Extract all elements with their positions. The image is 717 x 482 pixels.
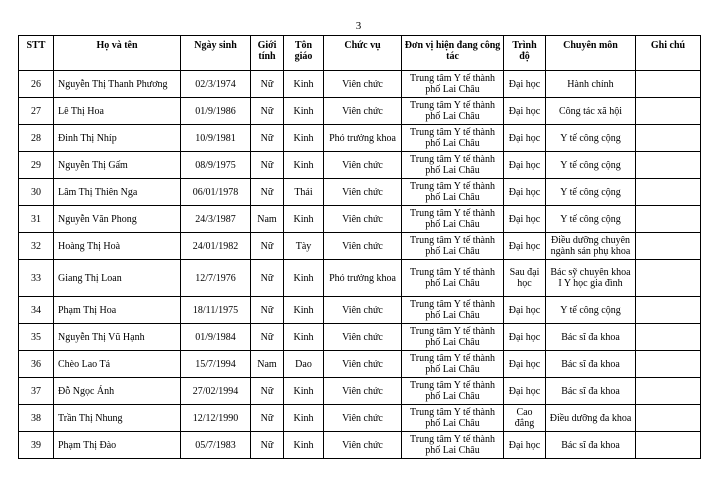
header-position: Chức vụ xyxy=(324,36,402,71)
cell-name: Lâm Thị Thiên Nga xyxy=(54,179,181,206)
cell-note xyxy=(636,98,701,125)
cell-unit: Trung tâm Y tế thành phố Lai Châu xyxy=(402,297,504,324)
cell-name: Nguyễn Thị Thanh Phương xyxy=(54,71,181,98)
cell-note xyxy=(636,71,701,98)
cell-specialty: Điều dưỡng đa khoa xyxy=(546,405,636,432)
cell-name: Nguyễn Thị Vũ Hạnh xyxy=(54,324,181,351)
table-row xyxy=(19,378,701,405)
cell-position: Viên chức xyxy=(324,179,402,206)
cell-stt: 39 xyxy=(19,432,54,459)
cell-specialty: Công tác xã hội xyxy=(546,98,636,125)
cell-name: Chèo Lao Tả xyxy=(54,351,181,378)
cell-level: Đại học xyxy=(504,324,546,351)
cell-level: Đại học xyxy=(504,351,546,378)
header-name: Họ và tên xyxy=(54,36,181,71)
table-row xyxy=(19,71,701,98)
cell-note xyxy=(636,179,701,206)
cell-gender: Nữ xyxy=(251,432,284,459)
cell-specialty: Y tế công cộng xyxy=(546,206,636,233)
cell-position: Viên chức xyxy=(324,152,402,179)
cell-stt: 30 xyxy=(19,179,54,206)
cell-religion: Kinh xyxy=(284,152,324,179)
cell-level: Đại học xyxy=(504,152,546,179)
cell-name: Trần Thị Nhung xyxy=(54,405,181,432)
cell-specialty: Bác sĩ đa khoa xyxy=(546,324,636,351)
table-row xyxy=(19,125,701,152)
cell-unit: Trung tâm Y tế thành phố Lai Châu xyxy=(402,351,504,378)
cell-gender: Nữ xyxy=(251,98,284,125)
cell-religion: Kinh xyxy=(284,432,324,459)
header-religion: Tôn giáo xyxy=(284,36,324,71)
cell-specialty: Hành chính xyxy=(546,71,636,98)
cell-gender: Nữ xyxy=(251,152,284,179)
cell-unit: Trung tâm Y tế thành phố Lai Châu xyxy=(402,432,504,459)
cell-level: Đại học xyxy=(504,71,546,98)
cell-gender: Nữ xyxy=(251,405,284,432)
table-row xyxy=(19,179,701,206)
table-row xyxy=(19,297,701,324)
cell-level: Đại học xyxy=(504,297,546,324)
cell-dob: 02/3/1974 xyxy=(181,71,251,98)
cell-unit: Trung tâm Y tế thành phố Lai Châu xyxy=(402,125,504,152)
cell-position: Phó trưởng khoa xyxy=(324,125,402,152)
cell-name: Nguyễn Văn Phong xyxy=(54,206,181,233)
cell-unit: Trung tâm Y tế thành phố Lai Châu xyxy=(402,152,504,179)
cell-dob: 06/01/1978 xyxy=(181,179,251,206)
cell-dob: 24/3/1987 xyxy=(181,206,251,233)
cell-gender: Nam xyxy=(251,206,284,233)
cell-specialty: Y tế công cộng xyxy=(546,152,636,179)
cell-unit: Trung tâm Y tế thành phố Lai Châu xyxy=(402,98,504,125)
header-specialty: Chuyên môn xyxy=(546,36,636,71)
cell-unit: Trung tâm Y tế thành phố Lai Châu xyxy=(402,179,504,206)
cell-position: Viên chức xyxy=(324,378,402,405)
cell-note xyxy=(636,378,701,405)
cell-stt: 36 xyxy=(19,351,54,378)
header-note: Ghi chú xyxy=(636,36,701,71)
table-row xyxy=(19,405,701,432)
cell-position: Viên chức xyxy=(324,351,402,378)
cell-name: Phạm Thị Hoa xyxy=(54,297,181,324)
table-row xyxy=(19,351,701,378)
cell-stt: 32 xyxy=(19,233,54,260)
cell-gender: Nữ xyxy=(251,297,284,324)
cell-stt: 26 xyxy=(19,71,54,98)
table-row xyxy=(19,432,701,459)
cell-note xyxy=(636,432,701,459)
cell-specialty: Y tế công cộng xyxy=(546,179,636,206)
cell-position: Phó trưởng khoa xyxy=(324,260,402,297)
cell-stt: 34 xyxy=(19,297,54,324)
cell-gender: Nữ xyxy=(251,260,284,297)
cell-stt: 31 xyxy=(19,206,54,233)
cell-level: Đại học xyxy=(504,378,546,405)
cell-specialty: Bác sĩ đa khoa xyxy=(546,351,636,378)
cell-religion: Kinh xyxy=(284,297,324,324)
cell-dob: 18/11/1975 xyxy=(181,297,251,324)
cell-dob: 01/9/1986 xyxy=(181,98,251,125)
cell-specialty: Bác sĩ đa khoa xyxy=(546,378,636,405)
cell-stt: 37 xyxy=(19,378,54,405)
cell-name: Phạm Thị Đào xyxy=(54,432,181,459)
cell-stt: 29 xyxy=(19,152,54,179)
cell-note xyxy=(636,152,701,179)
page-number: 3 xyxy=(355,20,362,32)
cell-unit: Trung tâm Y tế thành phố Lai Châu xyxy=(402,71,504,98)
cell-dob: 05/7/1983 xyxy=(181,432,251,459)
cell-name: Đinh Thị Nhíp xyxy=(54,125,181,152)
cell-specialty: Y tế công cộng xyxy=(546,297,636,324)
cell-level: Sau đại học xyxy=(504,260,546,297)
cell-name: Nguyễn Thị Gấm xyxy=(54,152,181,179)
table-row xyxy=(19,98,701,125)
cell-religion: Tày xyxy=(284,233,324,260)
table-row xyxy=(19,260,701,297)
table-row xyxy=(19,324,701,351)
cell-religion: Kinh xyxy=(284,125,324,152)
cell-unit: Trung tâm Y tế thành phố Lai Châu xyxy=(402,405,504,432)
cell-religion: Kinh xyxy=(284,98,324,125)
table-header-row xyxy=(19,36,701,71)
cell-gender: Nữ xyxy=(251,179,284,206)
cell-position: Viên chức xyxy=(324,297,402,324)
header-unit: Đơn vị hiện đang công tác xyxy=(402,36,504,71)
cell-gender: Nữ xyxy=(251,71,284,98)
cell-position: Viên chức xyxy=(324,206,402,233)
table-row xyxy=(19,206,701,233)
header-level: Trình độ xyxy=(504,36,546,71)
cell-note xyxy=(636,260,701,297)
cell-position: Viên chức xyxy=(324,432,402,459)
cell-position: Viên chức xyxy=(324,233,402,260)
cell-dob: 01/9/1984 xyxy=(181,324,251,351)
cell-position: Viên chức xyxy=(324,98,402,125)
cell-religion: Dao xyxy=(284,351,324,378)
cell-dob: 27/02/1994 xyxy=(181,378,251,405)
table-body xyxy=(19,71,701,459)
table-row xyxy=(19,233,701,260)
cell-position: Viên chức xyxy=(324,71,402,98)
cell-gender: Nữ xyxy=(251,378,284,405)
cell-dob: 24/01/1982 xyxy=(181,233,251,260)
cell-note xyxy=(636,405,701,432)
cell-note xyxy=(636,206,701,233)
table-row xyxy=(19,152,701,179)
cell-dob: 15/7/1994 xyxy=(181,351,251,378)
cell-religion: Kinh xyxy=(284,71,324,98)
cell-stt: 33 xyxy=(19,260,54,297)
cell-religion: Kinh xyxy=(284,378,324,405)
cell-gender: Nữ xyxy=(251,324,284,351)
cell-level: Đại học xyxy=(504,98,546,125)
cell-name: Đỗ Ngọc Ánh xyxy=(54,378,181,405)
cell-note xyxy=(636,351,701,378)
cell-unit: Trung tâm Y tế thành phố Lai Châu xyxy=(402,206,504,233)
cell-dob: 12/7/1976 xyxy=(181,260,251,297)
cell-position: Viên chức xyxy=(324,324,402,351)
cell-stt: 27 xyxy=(19,98,54,125)
cell-level: Đại học xyxy=(504,125,546,152)
cell-note xyxy=(636,125,701,152)
cell-unit: Trung tâm Y tế thành phố Lai Châu xyxy=(402,260,504,297)
header-gender: Giới tính xyxy=(251,36,284,71)
cell-dob: 08/9/1975 xyxy=(181,152,251,179)
header-dob: Ngày sinh xyxy=(181,36,251,71)
cell-specialty: Y tế công cộng xyxy=(546,125,636,152)
cell-level: Đại học xyxy=(504,179,546,206)
cell-level: Đại học xyxy=(504,233,546,260)
cell-name: Lê Thị Hoa xyxy=(54,98,181,125)
cell-stt: 28 xyxy=(19,125,54,152)
cell-note xyxy=(636,324,701,351)
cell-religion: Thái xyxy=(284,179,324,206)
cell-level: Đại học xyxy=(504,206,546,233)
cell-stt: 35 xyxy=(19,324,54,351)
staff-table xyxy=(18,35,701,459)
cell-dob: 12/12/1990 xyxy=(181,405,251,432)
cell-note xyxy=(636,233,701,260)
cell-note xyxy=(636,297,701,324)
cell-name: Hoàng Thị Hoà xyxy=(54,233,181,260)
cell-gender: Nữ xyxy=(251,233,284,260)
cell-dob: 10/9/1981 xyxy=(181,125,251,152)
cell-level: Đại học xyxy=(504,432,546,459)
cell-position: Viên chức xyxy=(324,405,402,432)
cell-gender: Nam xyxy=(251,351,284,378)
cell-level: Cao đẳng xyxy=(504,405,546,432)
cell-unit: Trung tâm Y tế thành phố Lai Châu xyxy=(402,233,504,260)
cell-specialty: Bác sĩ đa khoa xyxy=(546,432,636,459)
cell-religion: Kinh xyxy=(284,324,324,351)
cell-stt: 38 xyxy=(19,405,54,432)
cell-religion: Kinh xyxy=(284,405,324,432)
cell-religion: Kinh xyxy=(284,206,324,233)
cell-name: Giang Thị Loan xyxy=(54,260,181,297)
cell-specialty: Bác sỹ chuyên khoa I Y học gia đình xyxy=(546,260,636,297)
cell-unit: Trung tâm Y tế thành phố Lai Châu xyxy=(402,378,504,405)
header-stt: STT xyxy=(19,36,54,71)
cell-specialty: Điều dưỡng chuyên ngành sản phụ khoa xyxy=(546,233,636,260)
cell-gender: Nữ xyxy=(251,125,284,152)
cell-religion: Kinh xyxy=(284,260,324,297)
cell-unit: Trung tâm Y tế thành phố Lai Châu xyxy=(402,324,504,351)
